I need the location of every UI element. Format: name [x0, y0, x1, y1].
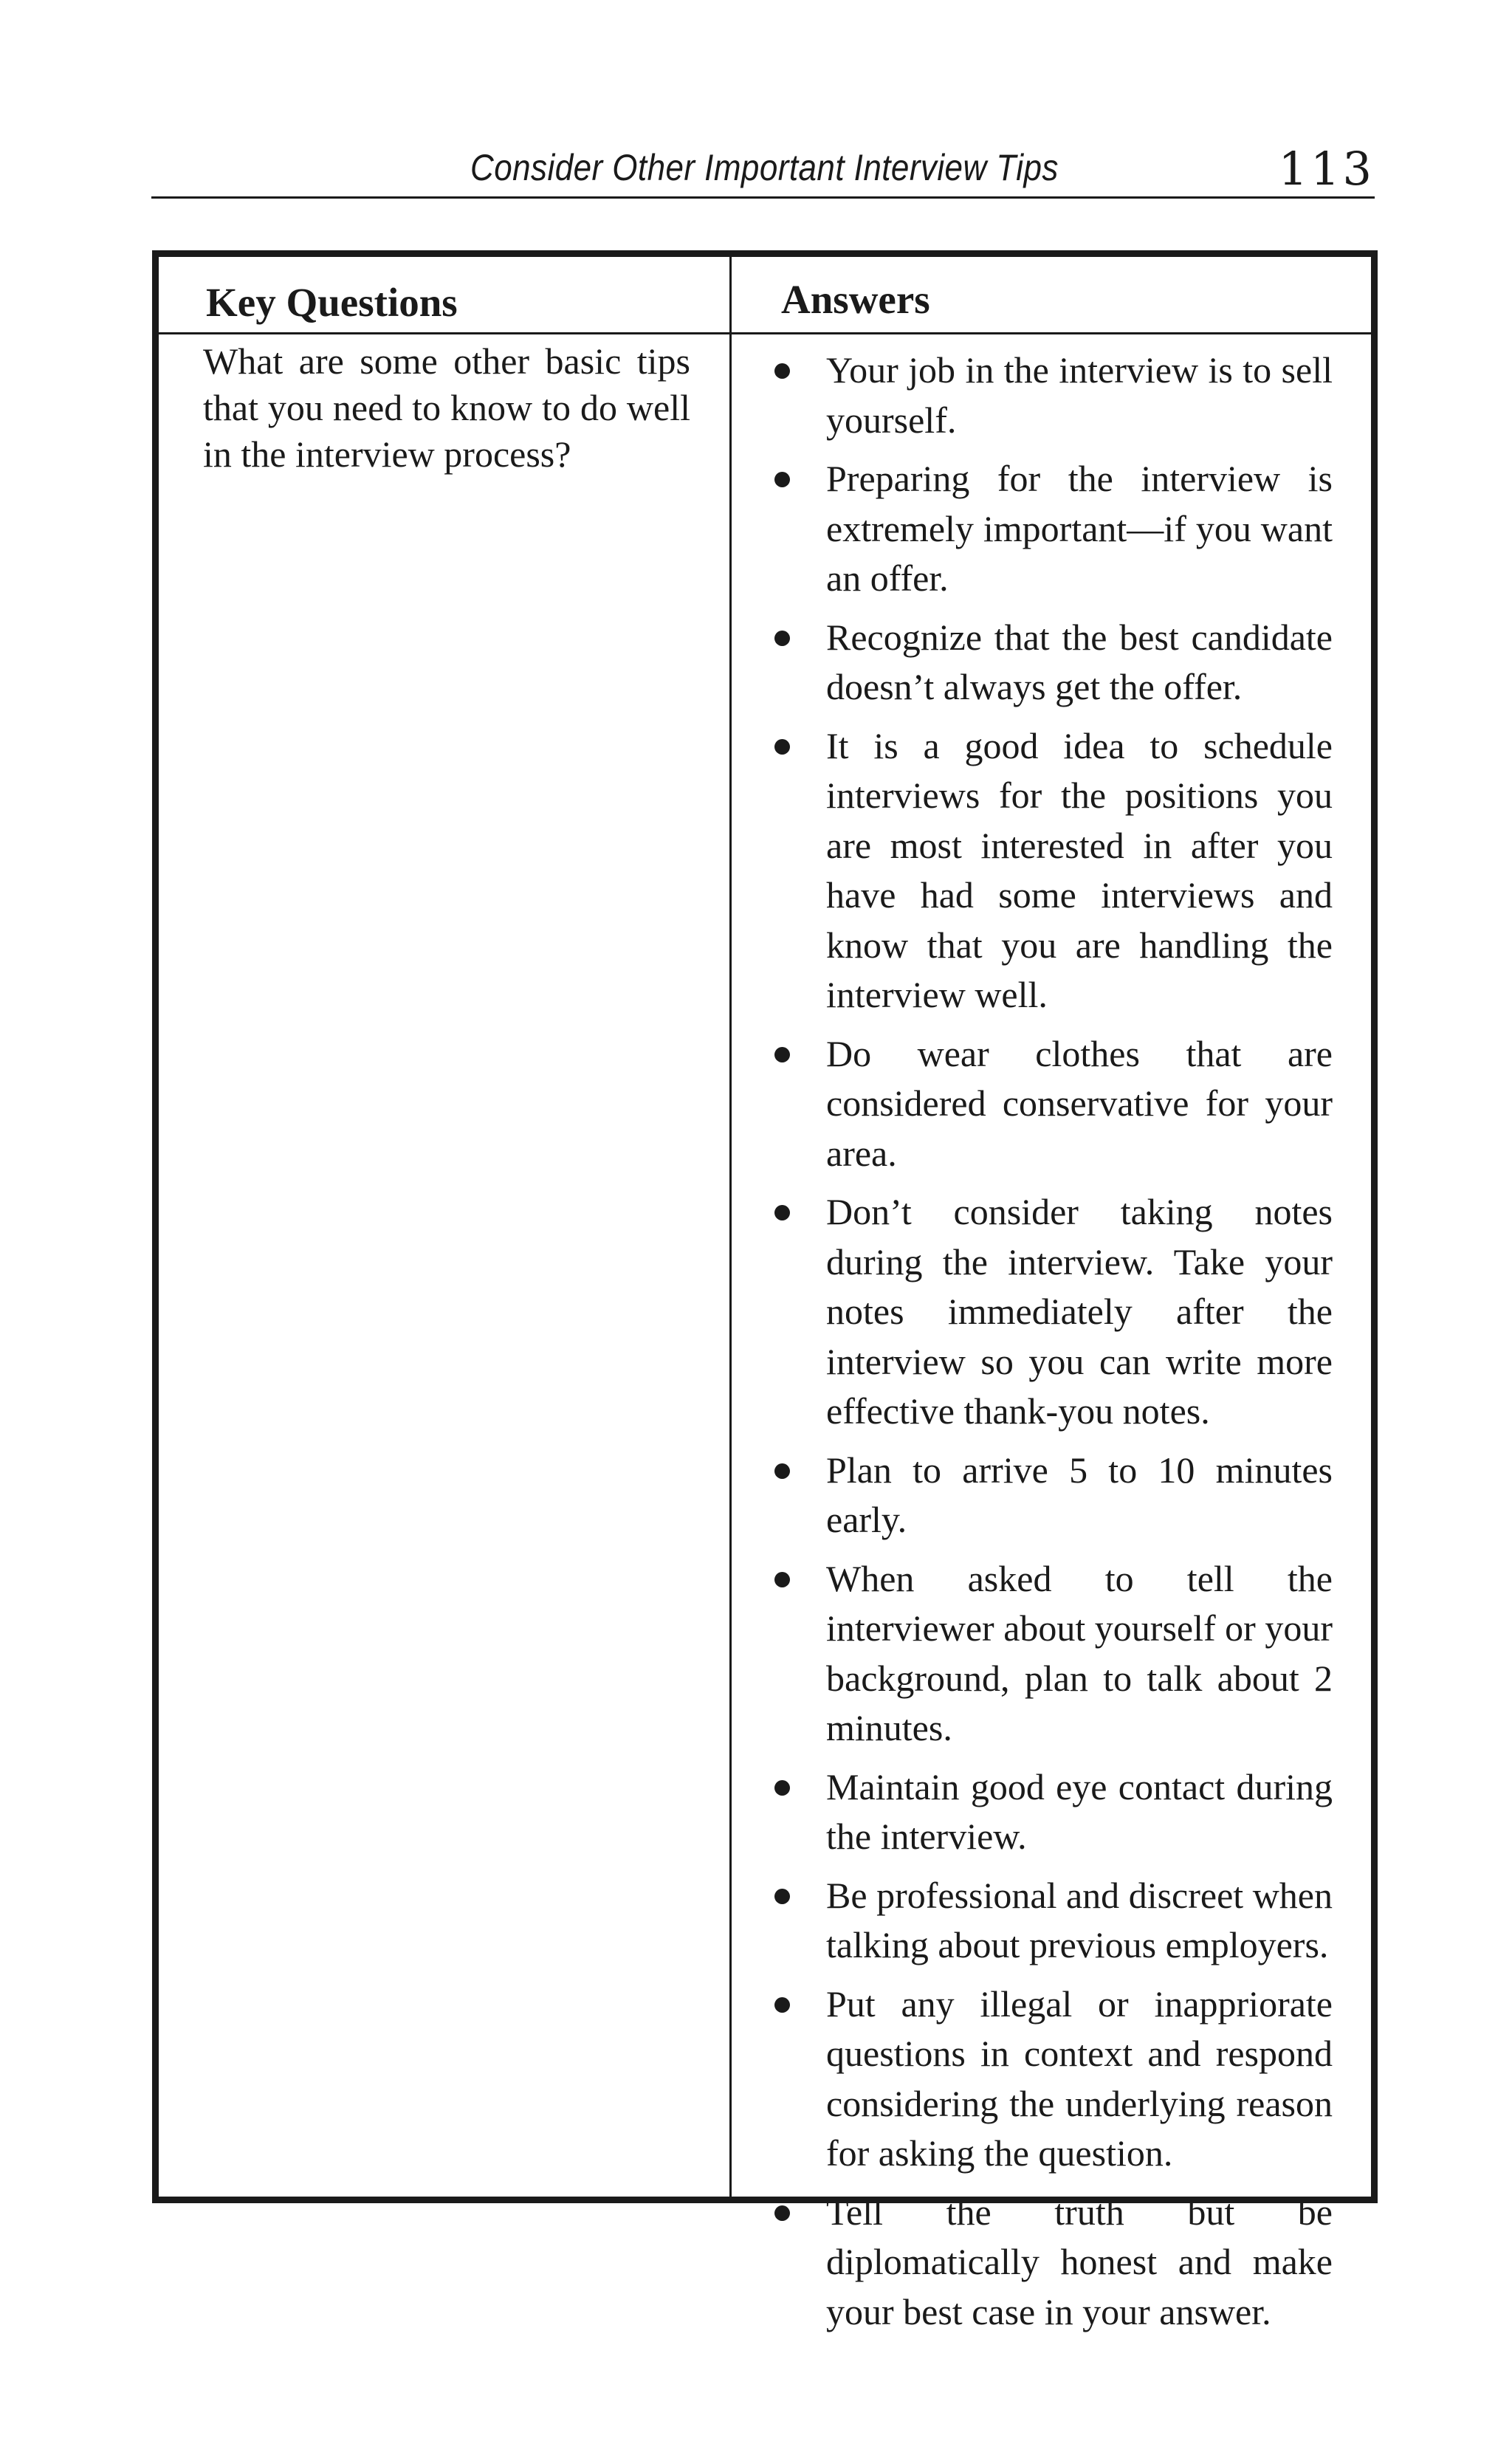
bullet-icon	[774, 1997, 790, 2013]
answer-text: Maintain good eye contact during the interview.	[826, 1765, 1333, 1857]
running-head	[151, 140, 1375, 199]
answer-item	[774, 1446, 1333, 1545]
bullet-icon	[774, 739, 790, 755]
answer-text: Be professional and discreet when talking about previous employers.	[826, 1874, 1333, 1965]
answer-text: Your job in the interview is to sell yourself.	[826, 349, 1333, 441]
answer-text: When asked to tell the interviewer about yourself or your background, plan to talk about 2 minutes.	[826, 1557, 1333, 1748]
answers-list	[774, 346, 1333, 2346]
answer-item	[774, 1979, 1333, 2179]
bullet-icon	[774, 1572, 790, 1587]
answer-text: Don’t consider taking notes during the interview. Take your notes immediately after the interview so you can write more effective thank-you notes.	[826, 1191, 1333, 1432]
answer-text: Put any illegal or inappriorate questions in context and respond considering the underlying reason for asking the question.	[826, 1982, 1333, 2174]
answer-item	[774, 613, 1333, 712]
answer-text: Recognize that the best candidate doesn’t always get the offer.	[826, 616, 1333, 707]
answer-text: Plan to arrive 5 to 10 minutes early.	[826, 1449, 1333, 1540]
column-divider	[729, 257, 732, 2197]
answer-text: It is a good idea to schedule interviews for the positions you are most interested in after you have had some interviews and know that you are handling the interview well.	[826, 724, 1333, 1015]
bullet-icon	[774, 1889, 790, 1904]
running-head-title: Consider Other Important Interview Tips	[470, 147, 1059, 188]
key-questions-header: Key Questions	[206, 280, 458, 325]
answer-item	[774, 454, 1333, 604]
answer-item	[774, 1871, 1333, 1971]
bullet-icon	[774, 631, 790, 646]
bullet-icon	[774, 472, 790, 487]
question-text: What are some other basic tips that you need to know to do well in the interview process?	[203, 340, 690, 475]
header-rule	[159, 332, 1371, 334]
answer-item	[774, 1029, 1333, 1179]
key-questions-table	[152, 250, 1378, 2332]
bullet-icon	[774, 1780, 790, 1796]
answer-item	[774, 1762, 1333, 1862]
answer-text: Do wear clothes that are considered conservative for your area.	[826, 1032, 1333, 1174]
bullet-icon	[774, 1205, 790, 1220]
answers-header: Answers	[781, 277, 930, 322]
answer-item	[774, 1187, 1333, 1437]
bullet-icon	[774, 363, 790, 379]
bullet-icon	[774, 1463, 790, 1479]
answer-item	[774, 721, 1333, 1020]
answer-item	[774, 2188, 1333, 2338]
answer-item	[774, 346, 1333, 445]
answer-item	[774, 1554, 1333, 1754]
bullet-icon	[774, 1047, 790, 1062]
answer-text: Tell the truth but be diplomatically honest and make your best case in your answer.	[826, 2191, 1333, 2332]
answer-text: Preparing for the interview is extremely important—if you want an offer.	[826, 458, 1333, 599]
page-number: 113	[1278, 142, 1375, 196]
bullet-icon	[774, 2205, 790, 2221]
